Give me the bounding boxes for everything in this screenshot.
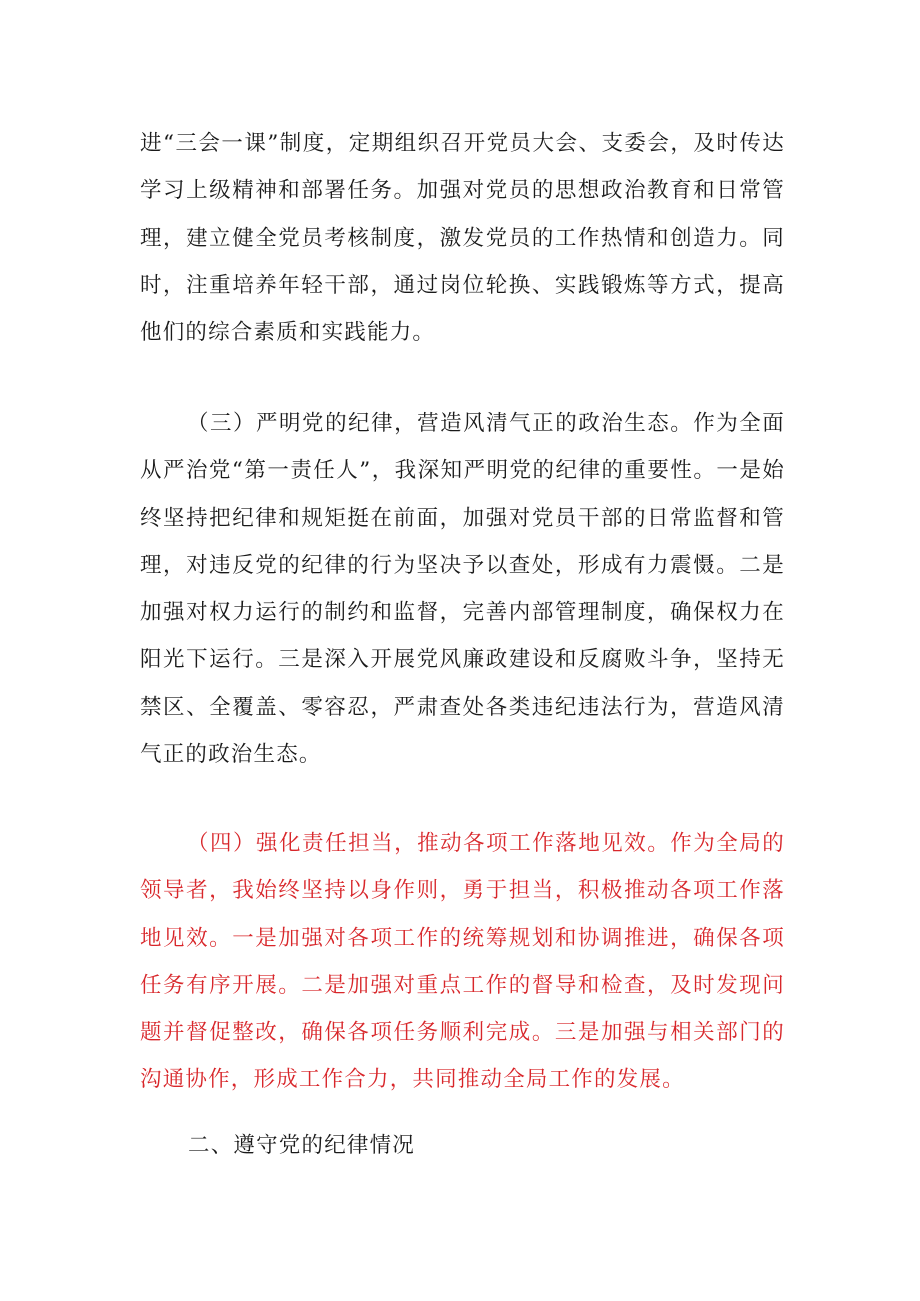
paragraph-strict-discipline: （三）严明党的纪律，营造风清气正的政治生态。作为全面从严治党“第一责任人”，我深知严明党的纪律的重要性。一是始终坚持把纪律和规矩挺在前面，加强对党员干部的日常监督和管理，对违反党的纪律的行为坚决予以查处，形成有力震慑。二是加强对权力运行的制约和监督，完善内部管理制度，确保权力在阳光下运行。三是深入开展党风廉政建设和反腐败斗争，坚持无禁区、全覆盖、零容忍，严肃查处各类违纪违法行为，营造风清气正的政治生态。 (140, 411, 785, 768)
paragraph-party-organization: 进“三会一课”制度，定期组织召开党员大会、支委会，及时传达学习上级精神和部署任务。加强对党员的思想政治教育和日常管理，建立健全党员考核制度，激发党员的工作热情和创造力。同时，注重培养年轻干部，通过岗位轮换、实践锻炼等方式，提高他们的综合素质和实践能力。 (140, 131, 785, 346)
paragraph-responsibility: （四）强化责任担当，推动各项工作落地见效。作为全局的领导者，我始终坚持以身作则，勇于担当，积极推动各项工作落地见效。一是加强对各项工作的统筹规划和协调推进，确保各项任务有序开展。二是加强对重点工作的督导和检查，及时发现问题并督促整改，确保各项任务顺利完成。三是加强与相关部门的沟通协作，形成工作合力，共同推动全局工作的发展。 (140, 831, 785, 1093)
section-heading: 二、遵守党的纪律情况 (188, 1133, 416, 1158)
